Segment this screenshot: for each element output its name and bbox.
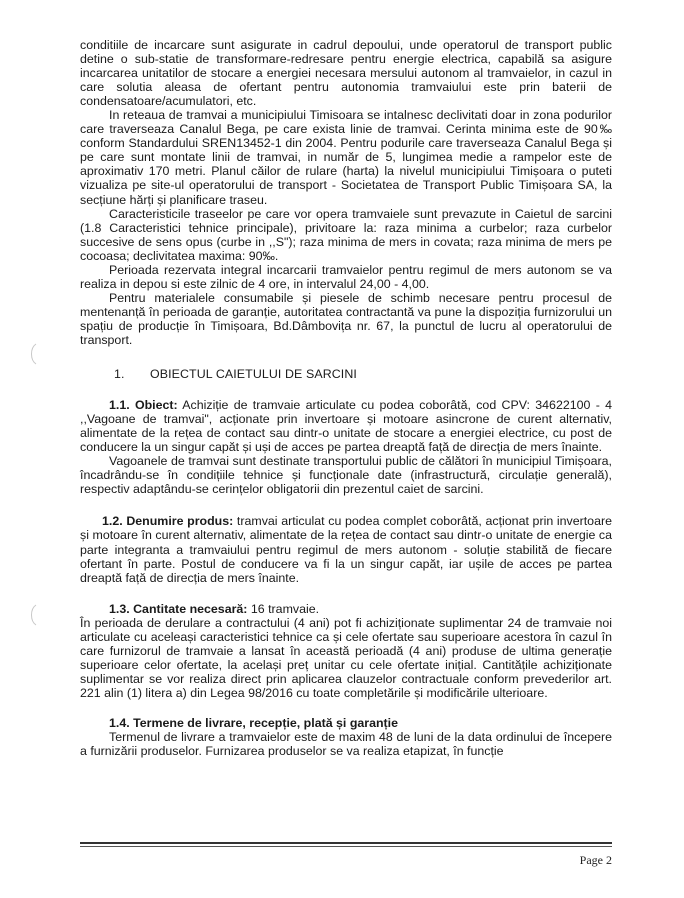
document-body [80, 38, 612, 758]
section-title: OBIECTUL CAIETULUI DE SARCINI [150, 367, 357, 382]
page-number: Page 2 [579, 853, 612, 867]
subsection-1-3 [80, 602, 612, 616]
paragraph-declivities: In reteaua de tramvai a municipiului Timisoara se intalnesc declivitati doar in zona podurilor care traverseaza Canalul Bega, pe care exista linie de tramvai. Cerinta minima este de 90‰ conform Standardului SREN13452-1 din 2004. Pentru podurile care traverseaza Canalul Bega și pe care sunt montate linii de tramvai, in număr de 5, lungimea medie a rampelor este de aproximativ 170 metri. Planul căilor de rulare (harta) la nivelul municipiului Timișoara o puteti vizualiza pe site-ul operatorului de transport - Societatea de Transport Public Timișoara SA, la secțiune hărți și planificare traseu. [80, 108, 612, 207]
subsection-1-4-label: 1.4. Termene de livrare, recepție, plată și garanție [109, 715, 399, 730]
subsection-1-1 [80, 398, 612, 454]
subsection-1-4-text: Termenul de livrare a tramvaielor este de maxim 48 de luni de la data ordinului de începere a furnizării produselor. Furnizarea produselor se va realiza etapizat, în funcție [80, 730, 612, 759]
section-number: 1. [114, 367, 125, 382]
subsection-1-2-label: 1.2. Denumire produs: [102, 514, 234, 529]
footer-rule [80, 842, 612, 844]
paragraph-charging-period: Perioada rezervata integral incarcarii tramvaielor pentru regimul de mers autonom se va realiza in depou si este zilnic de 4 ore, in intervalul 24,00 - 4,00. [80, 262, 612, 291]
paragraph-route-characteristics: Caracteristicile traseelor pe care vor opera tramvaiele sunt prevazute in Caietul de sarcini (1.8 Caracteristici tehnice principale), privitoare la: raza minima a curbelor; raza curbelor succesive de sens opus (curbe in ,,S"); raza minima de mers in covata; raza minima de mers pe cocoasa; declivitatea maxima: 90‰. [80, 206, 612, 263]
punch-hole-mark [28, 604, 38, 626]
paragraph-maintenance-space: Pentru materialele consumabile și piesele de schimb necesare pentru procesul de mentenanță în perioada de garanție, autoritatea contractantă va pune la dispoziția furnizorului un spațiu de producție în Timișoara, Bd.Dâmbovița nr. 67, la punctul de lucru al operatorului de transport. [80, 290, 612, 347]
subsection-1-2 [80, 514, 612, 584]
subsection-1-1-label: 1.1. Obiect: [109, 398, 178, 413]
subsection-1-4-heading [80, 716, 612, 730]
paragraph-charging-conditions: conditiile de incarcare sunt asigurate in cadrul depoului, unde operatorul de transport public detine o sub-statie de transformare-redresare pentru energie electrica, capabilă sa asigure incarcarea unitatilor de stocare a energiei necesara mersului autonom al tramvaielor, in cazul in care solutia aleasa de ofertant pentru autonomia tramvaiului este prin baterii de condensatoare/acumulatori, etc. [80, 38, 612, 109]
subsection-1-3-text: 16 tramvaie. [247, 601, 320, 616]
footer-rule-thin [80, 846, 612, 847]
subsection-1-1-paragraph-2: Vagoanele de tramvai sunt destinate transportului public de călători în municipiul Timișoara, încadrându-se în condițiile tehnice și funcționale date (infrastructură, circulație generală), respectiv adaptându-se cerințelor obligatorii din prezentul caiet de sarcini. [80, 454, 612, 497]
subsection-1-3-paragraph-2: În perioada de derulare a contractului (4 ani) pot fi achiziționate suplimentar 24 de tramvaie noi articulate cu aceleași caracteristici tehnice ca și cele ofertate sau superioare acestora în cazul în care furnizorul de tramvaie a lansat în această perioadă (4 ani) produse de ultima generație superioare celor ofertate, la același preț unitar cu cele ofertate inițial. Cantitățile achiziționate suplimentar se vor realiza direct prin aplicarea clauzelor contractuale conform prevederilor art. 221 alin (1) litera a) din Legea 98/2016 cu toate completările și modificările ulterioare. [80, 615, 612, 700]
punch-hole-mark [28, 343, 38, 365]
subsection-1-2-text: tramvai articulat cu podea complet coborâtă, acționat prin invertoare și motoare în curent alternativ, alimentate de la rețea de contact sau dintr-o unitate de energie ca parte integranta a tramvaiului pentru regimul de mers autonom - soluție stabilită de fiecare ofertant în parte. Postul de conducere va fi la un singur capăt, iar ușile de acces pe partea dreaptă față de direcția de mers înainte. [80, 514, 612, 585]
subsection-1-1-text: Achiziție de tramvaie articulate cu podea coborâtă, cod CPV: 34622100 - 4 ,,Vagoane de tramvai", acționate prin invertoare și motoare asincrone de curent alternativ, alimentate de la rețea de contact sau dintr-o unitate de stocare a energiei electrice, cu post de conducere la un singur capăt și uși de acces pe partea dreaptă față de direcția de mers înainte. [80, 398, 613, 455]
subsection-1-3-label: 1.3. Cantitate necesară: [109, 601, 248, 616]
section-heading [80, 367, 612, 381]
